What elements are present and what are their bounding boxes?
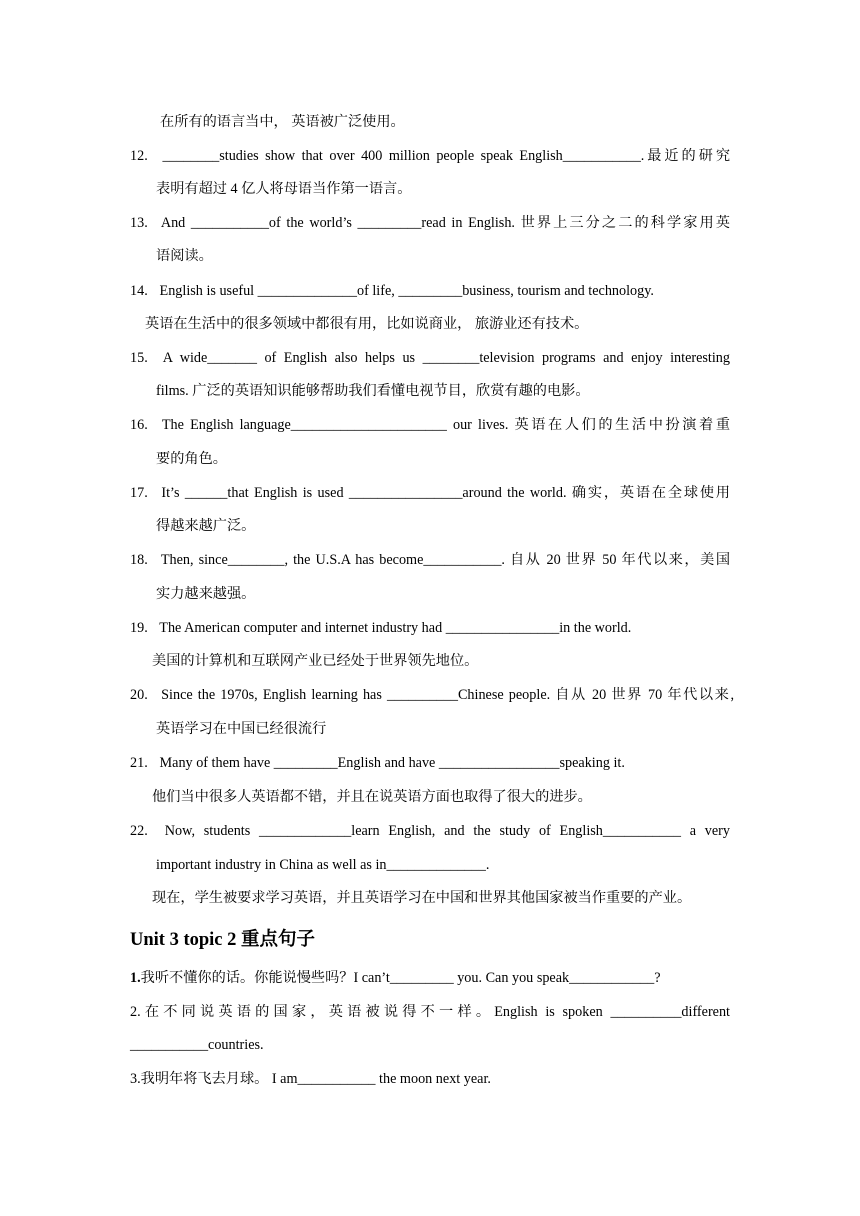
item-number: 12. [130, 148, 148, 164]
item-number: 18. [130, 552, 148, 568]
item-number: 14. [130, 283, 148, 299]
sentence-item-3: 3.我明年将飞去月球。 I am___________ the moon next year. [130, 1071, 491, 1087]
sentence-item-2: 2.在不同说英语的国家，英语被说得不一样。English is spoken __________different [130, 1004, 730, 1020]
exercise-item-13: 13. And ___________of the world’s _________read in English. 世界上三分之二的科学家用英 [130, 215, 730, 231]
line-cn-translation: 在所有的语言当中， 英语被广泛使用。 [160, 114, 405, 130]
line-cn-translation: 现在，学生被要求学习英语，并且英语学习在中国和世界其他国家被当作重要的产业。 [152, 890, 692, 906]
exercise-item-20: 20. Since the 1970s, English learning has __________Chinese people. 自从 20 世界 70 年代以来, [130, 687, 734, 703]
exercise-item-14: 14. English is useful ______________of life, _________business, tourism and technology. [130, 283, 654, 299]
item-number: 20. [130, 687, 148, 703]
item-number: 19. [130, 620, 148, 636]
item-number: 15. [130, 350, 148, 366]
line-cn-translation: 得越来越广泛。 [156, 518, 256, 534]
exercise-item-21: 21. Many of them have _________English and have _________________speaking it. [130, 755, 625, 771]
exercise-item-19: 19. The American computer and internet industry had ________________in the world. [130, 620, 632, 636]
item-number: 1. [130, 970, 141, 986]
sentence-item-1: 1.我听不懂你的话。你能说慢些吗？I can’t_________ you. Can you speak____________? [130, 970, 661, 986]
exercise-item-22-continued: important industry in China as well as in______________. [156, 857, 490, 873]
item-number: 16. [130, 417, 148, 433]
item-number: 17. [130, 485, 148, 501]
exercise-item-22: 22. Now, students _____________learn English, and the study of English___________ a very [130, 823, 730, 839]
line-cn-translation: 英语在生活中的很多领域中都很有用，比如说商业， 旅游业还有技术。 [145, 316, 589, 332]
section-heading: Unit 3 topic 2 重点句子 [130, 930, 316, 950]
line-cn-translation: 语阅读。 [156, 248, 213, 264]
exercise-item-17: 17. It’s ______that English is used ________________around the world. 确实，英语在全球使用 [130, 485, 730, 501]
sentence-item-2-continued: ___________countries. [130, 1037, 264, 1053]
line-cn-translation: 他们当中很多人英语都不错，并且在说英语方面也取得了很大的进步。 [152, 789, 592, 805]
line-cn-translation: 英语学习在中国已经很流行 [156, 721, 327, 737]
exercise-item-18: 18. Then, since________, the U.S.A has become___________. 自从 20 世界 50 年代以来，美国 [130, 552, 731, 568]
exercise-item-12: 12. ________studies show that over 400 million people speak English___________.最近的研究 [130, 148, 731, 164]
exercise-item-16: 16. The English language______________________ our lives. 英语在人们的生活中扮演着重 [130, 417, 731, 433]
line-cn-translation: 表明有超过 4 亿人将母语当作第一语言。 [156, 181, 412, 197]
item-number: 22. [130, 823, 148, 839]
item-number: 13. [130, 215, 148, 231]
line-cn-translation: films. 广泛的英语知识能够帮助我们看懂电视节目，欣赏有趣的电影。 [156, 383, 590, 399]
exercise-item-15: 15. A wide_______ of English also helps us ________television programs and enjoy interesting [130, 350, 730, 366]
line-cn-translation: 美国的计算机和互联网产业已经处于世界领先地位。 [152, 653, 479, 669]
item-number: 21. [130, 755, 148, 771]
line-cn-translation: 实力越来越强。 [156, 586, 256, 602]
line-cn-translation: 要的角色。 [156, 451, 227, 467]
